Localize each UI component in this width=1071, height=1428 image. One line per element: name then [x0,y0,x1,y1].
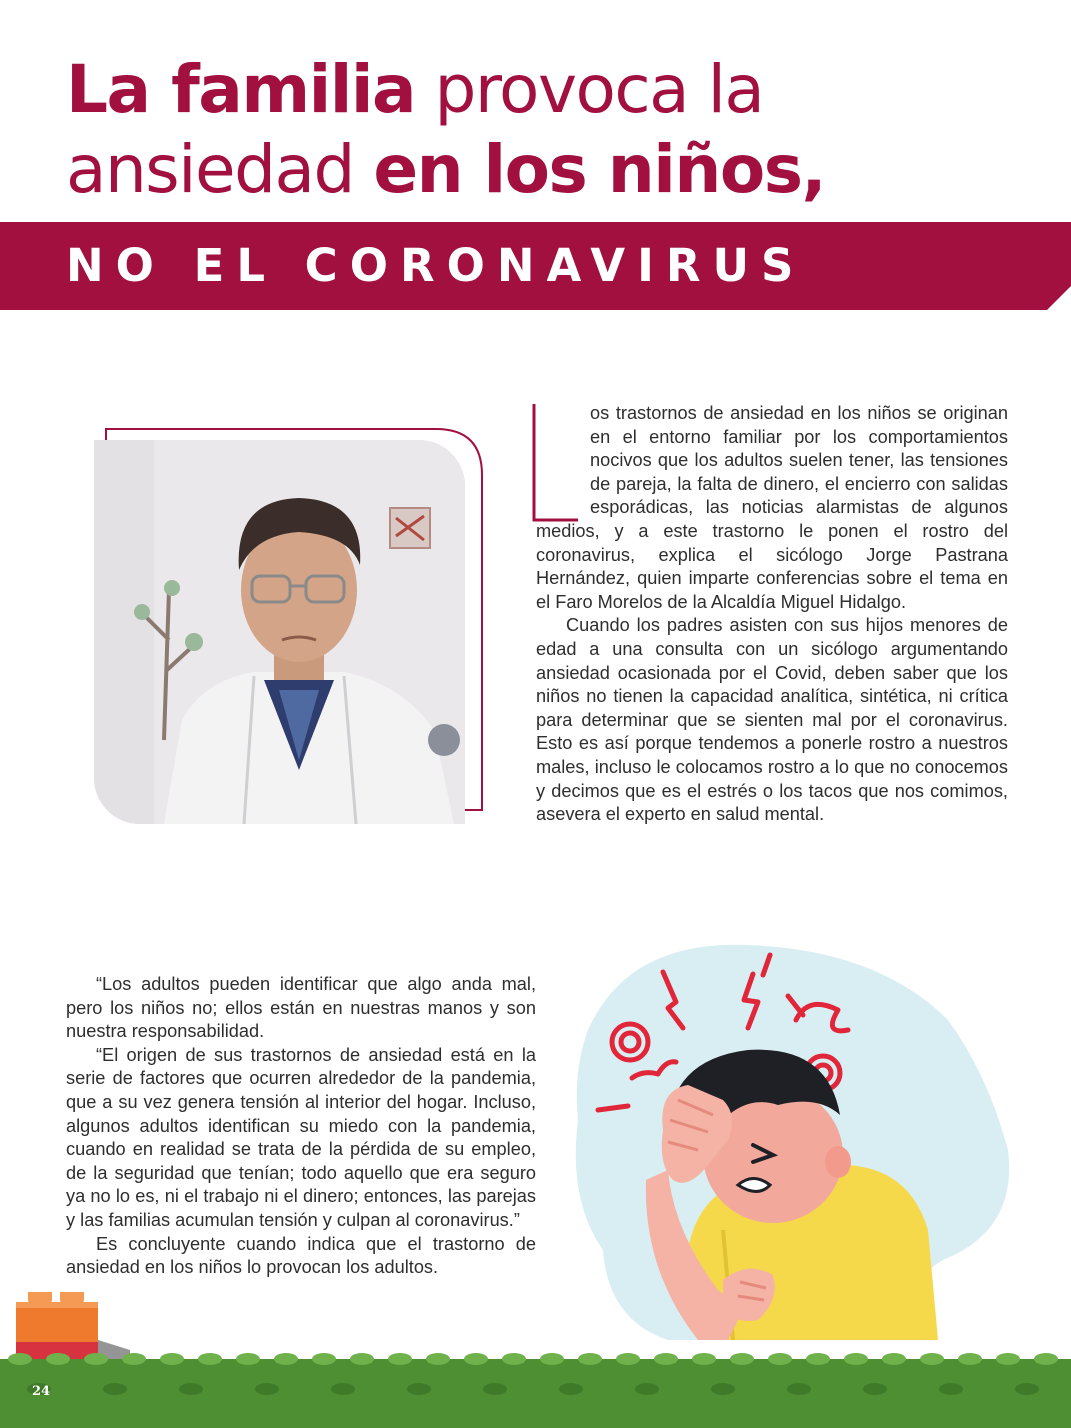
headline-light-1: provoca la [415,51,764,128]
article-paragraph-3: “Los adultos pueden identificar que algo anda mal, pero los niños no; ellos están en nuestras manos y son nuestra responsabilidad. [66,974,536,1042]
article-paragraph-5: Es concluyente cuando indica que el trastorno de ansiedad en los niños lo provocan los adultos. [66,1233,536,1278]
headline [66,50,1026,210]
headline-bold-1: La familia [66,51,415,128]
article-paragraph-4: “El origen de sus trastornos de ansiedad está en la serie de factores que ocurren alrededor de la pandemia, que a su vez genera tensión al interior del hogar. Incluso, algunos adultos identifican su miedo con la pandemia, cuando en realidad se trata de la pérdida de su empleo, de la seguridad que tenían; todo aquello que era seguro ya no lo es, ni el trabajo ni el dinero; entonces, las parejas y las familias acumulan tensión y culpan al coronavirus.” [66,1044,536,1230]
psychologist-portrait-icon [94,440,465,824]
headline-line-1 [66,50,1026,130]
dropcap-letter [532,402,580,506]
article-paragraph-1: os trastornos de ansiedad en los niños se originan en el entorno familiar por los comportamientos nocivos que los adultos suelen tener, las tensiones de pareja, la falta de dinero, el encierro con salidas esporádicas, las noticias alarmistas de algunos medios, y a este trastorno le ponen el rostro del coronavirus, explica el sicólogo Jorge Pastrana Hernández, quien imparte conferencias sobre el tema en el Faro Morelos de la Alcaldía Miguel Hidalgo. [536,403,1008,612]
subtitle-banner [0,222,1071,310]
article-right-column [536,402,1008,827]
article-left-column [66,973,536,1280]
stressed-boy-illustration-icon [548,900,1018,1350]
banner-text: NO EL CORONAVIRUS [66,239,806,292]
headline-bold-2: en los niños, [373,131,826,208]
grass-ground-icon [0,1345,1071,1428]
article-paragraph-2: Cuando los padres asisten con sus hijos menores de edad a una consulta con un sicólogo argumentando ansiedad ocasionada por el Covid, deben saber que los niños no tienen la capacidad analítica, sintética, ni crítica para determinar que se sienten mal por el coronavirus. Esto es así porque tendemos a ponerle rostro a nuestros males, incluso le colocamos rostro a lo que no conocemos y decimos que es el estrés o los tacos que nos comimos, asevera el experto en salud mental. [536,615,1008,825]
page-number: 24 [32,1384,51,1399]
headline-light-2: ansiedad [66,131,374,208]
headline-line-2 [66,130,1026,210]
psychologist-photo [94,440,465,824]
dropcap-glyph [532,402,580,522]
